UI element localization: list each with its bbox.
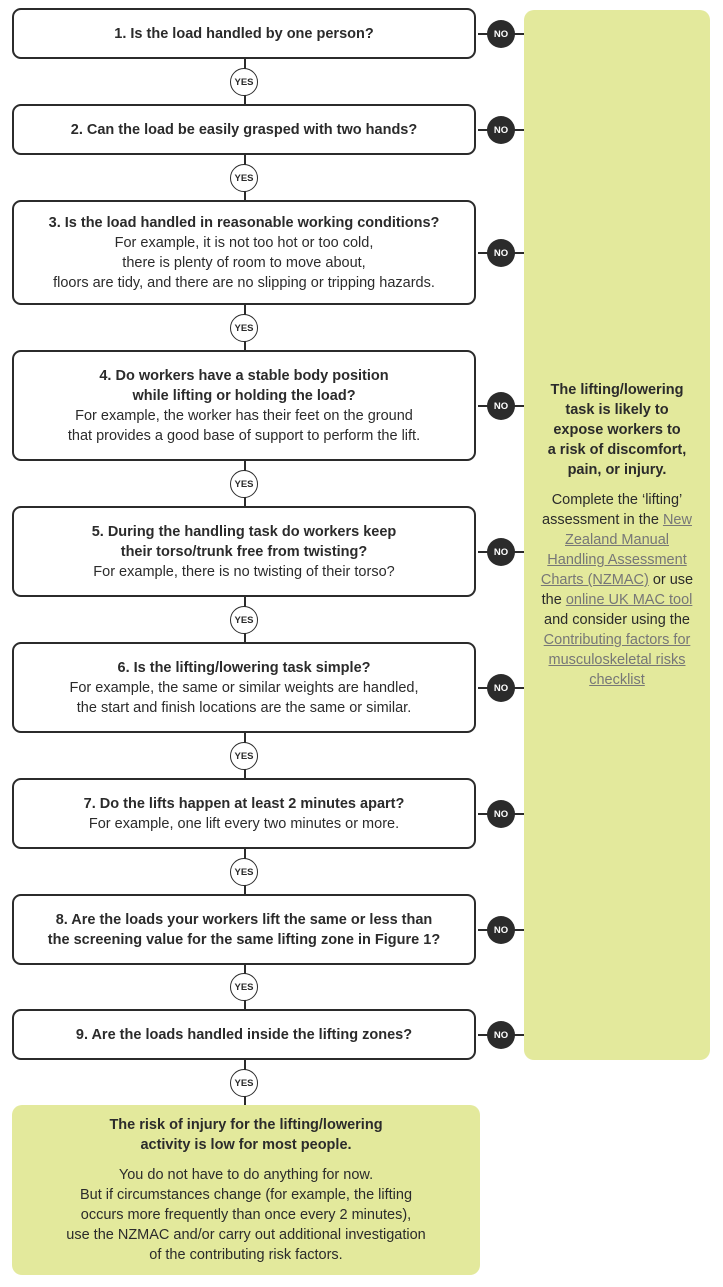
- yes-badge: YES: [230, 470, 258, 498]
- question-text: 1. Is the load handled by one person?: [114, 25, 374, 42]
- risk-panel-body: [536, 490, 698, 690]
- no-badge: NO: [487, 20, 515, 48]
- risk-panel: [524, 10, 710, 1060]
- question-box-6: [12, 642, 476, 733]
- low-risk-body: You do not have to do anything for now. But if circumstances change (for example, the lifting occurs more frequently than once every 2 minutes), use the NZMAC and/or carry out additional investigation of the contributing risk factors.: [66, 1167, 426, 1263]
- question-box-2: [12, 104, 476, 155]
- risk-panel-text: and consider using the: [544, 612, 690, 628]
- no-badge: NO: [487, 674, 515, 702]
- contributing-factors-link[interactable]: Contributing factors for musculoskeletal risks checklist: [543, 632, 691, 688]
- question-box-1: [12, 8, 476, 59]
- example-text: For example, one lift every two minutes or more.: [88, 815, 400, 832]
- no-badge: NO: [487, 800, 515, 828]
- yes-badge: YES: [230, 973, 258, 1001]
- question-text: 4. Do workers have a stable body position while lifting or holding the load?: [99, 367, 389, 404]
- low-risk-heading: The risk of injury for the lifting/lowering activity is low for most people.: [109, 1117, 383, 1153]
- question-box-8: [12, 894, 476, 965]
- question-text: 8. Are the loads your workers lift the same or less than the screening value for the same lifting zone in Figure 1?: [47, 911, 441, 948]
- question-box-9: [12, 1009, 476, 1060]
- uk-mac-tool-link[interactable]: online UK MAC tool: [565, 592, 693, 608]
- yes-badge: YES: [230, 606, 258, 634]
- example-text: For example, the same or similar weights are handled, the start and finish locations are the same or similar.: [69, 679, 419, 716]
- question-text: 6. Is the lifting/lowering task simple?: [117, 659, 371, 676]
- question-text: 3. Is the load handled in reasonable working conditions?: [48, 214, 440, 231]
- no-badge: NO: [487, 116, 515, 144]
- yes-badge: YES: [230, 68, 258, 96]
- question-text: 7. Do the lifts happen at least 2 minutes apart?: [83, 795, 405, 812]
- risk-panel-heading: The lifting/lowering task is likely to expose workers to a risk of discomfort, pain, or injury.: [547, 382, 687, 478]
- yes-badge: YES: [230, 742, 258, 770]
- example-text: For example, it is not too hot or too cold, there is plenty of room to move about, floors are tidy, and there are no slipping or tripping hazards.: [53, 234, 435, 291]
- yes-badge: YES: [230, 858, 258, 886]
- yes-badge: YES: [230, 314, 258, 342]
- example-text: For example, there is no twisting of their torso?: [93, 563, 395, 580]
- question-box-5: [12, 506, 476, 597]
- risk-panel-text: or use the: [541, 572, 694, 608]
- nzmac-link[interactable]: New Zealand Manual Handling Assessment Charts (NZMAC): [540, 512, 692, 588]
- risk-panel-text: Complete the ‘lifting’ assessment in the: [542, 492, 683, 528]
- question-box-4: [12, 350, 476, 461]
- question-box-3: [12, 200, 476, 305]
- no-badge: NO: [487, 239, 515, 267]
- no-badge: NO: [487, 916, 515, 944]
- no-badge: NO: [487, 1021, 515, 1049]
- low-risk-result: [12, 1105, 480, 1275]
- yes-badge: YES: [230, 164, 258, 192]
- example-text: For example, the worker has their feet on the ground that provides a good base of support to perform the lift.: [67, 407, 421, 444]
- question-text: 5. During the handling task do workers keep their torso/trunk free from twisting?: [91, 523, 397, 560]
- no-badge: NO: [487, 538, 515, 566]
- question-box-7: [12, 778, 476, 849]
- question-text: 9. Are the loads handled inside the lifting zones?: [75, 1026, 413, 1043]
- yes-badge: YES: [230, 1069, 258, 1097]
- no-badge: NO: [487, 392, 515, 420]
- question-text: 2. Can the load be easily grasped with two hands?: [70, 121, 418, 138]
